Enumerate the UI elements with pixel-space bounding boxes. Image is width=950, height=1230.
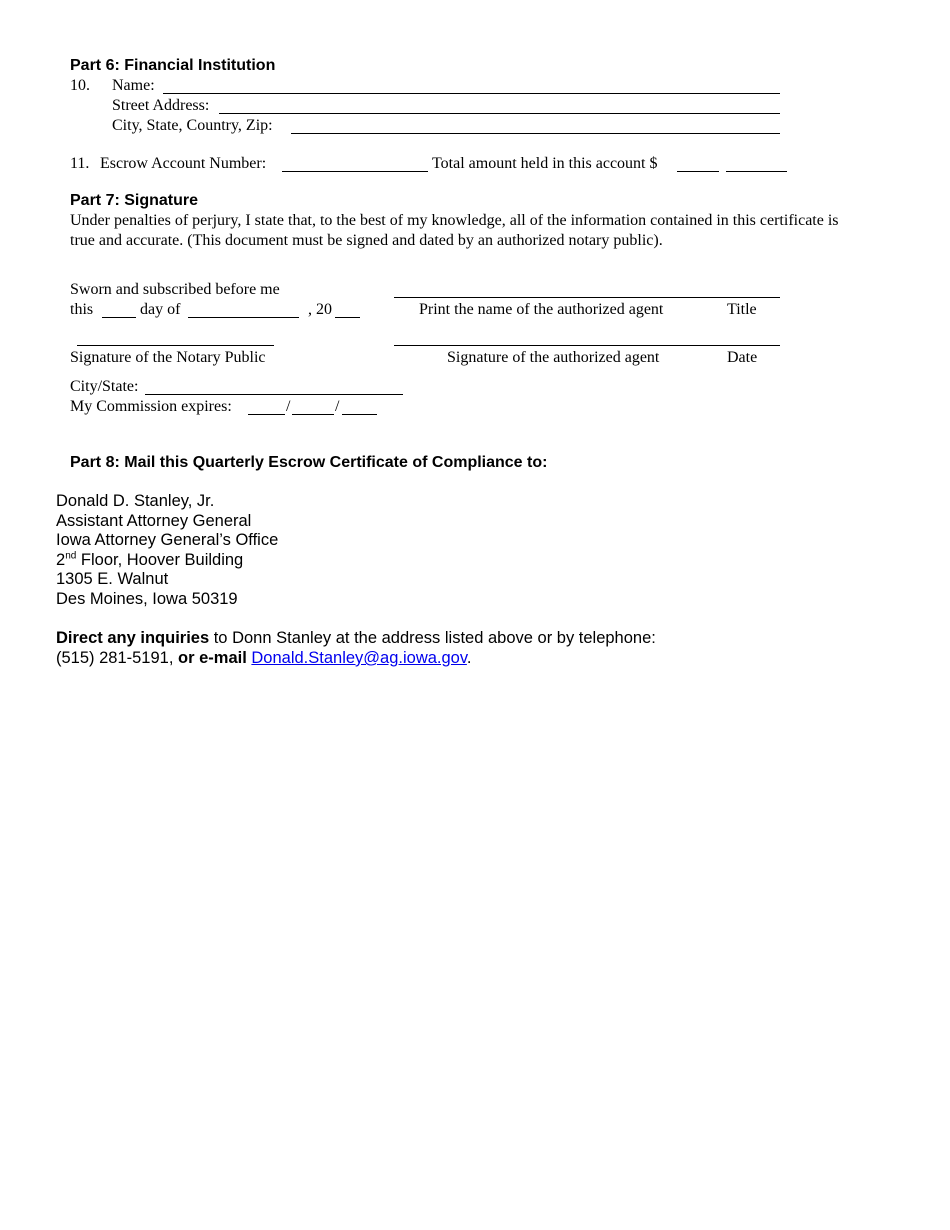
notary-city-state-field[interactable] <box>145 394 403 395</box>
city-state-zip-label: City, State, Country, Zip: <box>112 117 273 134</box>
street-address-label: Street Address: <box>112 97 210 114</box>
contact-position: Assistant Attorney General <box>56 511 252 530</box>
agent-signature-date-field[interactable] <box>394 345 780 346</box>
commission-slash-2: / <box>335 398 340 415</box>
part7-heading: Part 7: Signature <box>70 192 199 209</box>
institution-name-field[interactable] <box>163 93 780 94</box>
day-field[interactable] <box>102 317 136 318</box>
sworn-text: Sworn and subscribed before me <box>70 281 280 298</box>
city-state-zip-field[interactable] <box>291 133 780 134</box>
commission-expires-label: My Commission expires: <box>70 398 232 415</box>
notary-signature-field[interactable] <box>77 345 274 346</box>
escrow-account-field[interactable] <box>282 171 428 172</box>
agent-signature-label: Signature of the authorized agent <box>447 349 660 366</box>
contact-street: 1305 E. Walnut <box>56 570 169 589</box>
contact-office: Iowa Attorney General’s Office <box>56 531 279 550</box>
institution-name-label: Name: <box>112 77 155 94</box>
contact-name: Donald D. Stanley, Jr. <box>56 492 215 510</box>
date-label: Date <box>727 349 758 366</box>
total-amount-label: Total amount held in this account $ <box>432 155 658 172</box>
total-amount-field-1[interactable] <box>677 171 719 172</box>
commission-month-field[interactable] <box>248 414 285 415</box>
part8-heading: Part 8: Mail this Quarterly Escrow Certificate of Compliance to: <box>70 454 548 471</box>
contact-phone: (515) 281-5191, <box>56 649 179 667</box>
day-of-text: day of <box>140 301 181 318</box>
inquiries-line: Direct any inquiries to Donn Stanley at the address listed above or by telephone: <box>56 629 656 647</box>
this-text: this <box>70 301 94 318</box>
city-state-label: City/State: <box>70 378 139 395</box>
year-prefix-text: , 20 <box>308 301 332 318</box>
contact-phone-email-line: (515) 281-5191, or e-mail Donald.Stanley@ag.iowa.gov. <box>56 649 472 667</box>
contact-email-link[interactable]: Donald.Stanley@ag.iowa.gov <box>251 649 467 667</box>
part6-heading: Part 6: Financial Institution <box>70 57 276 74</box>
notary-signature-label: Signature of the Notary Public <box>70 349 266 366</box>
print-name-label: Print the name of the authorized agent <box>419 301 664 318</box>
total-amount-field-2[interactable] <box>726 171 787 172</box>
agent-name-title-field[interactable] <box>394 297 780 298</box>
month-field[interactable] <box>188 317 299 318</box>
contact-floor: 2nd Floor, Hoover Building <box>56 550 244 569</box>
commission-slash-1: / <box>286 398 291 415</box>
item-10-number: 10. <box>70 77 90 94</box>
item-11-number: 11. <box>70 155 90 172</box>
commission-day-field[interactable] <box>292 414 334 415</box>
street-address-field[interactable] <box>219 113 780 114</box>
contact-city: Des Moines, Iowa 50319 <box>56 590 238 608</box>
commission-year-field[interactable] <box>342 414 377 415</box>
perjury-statement-line2: true and accurate. (This document must be signed and dated by an authorized notary public). <box>70 232 663 249</box>
perjury-statement-line1: Under penalties of perjury, I state that, to the best of my knowledge, all of the information contained in this certificate is <box>70 212 839 229</box>
year-field[interactable] <box>335 317 360 318</box>
escrow-account-label: Escrow Account Number: <box>100 155 267 172</box>
title-label: Title <box>727 301 757 318</box>
